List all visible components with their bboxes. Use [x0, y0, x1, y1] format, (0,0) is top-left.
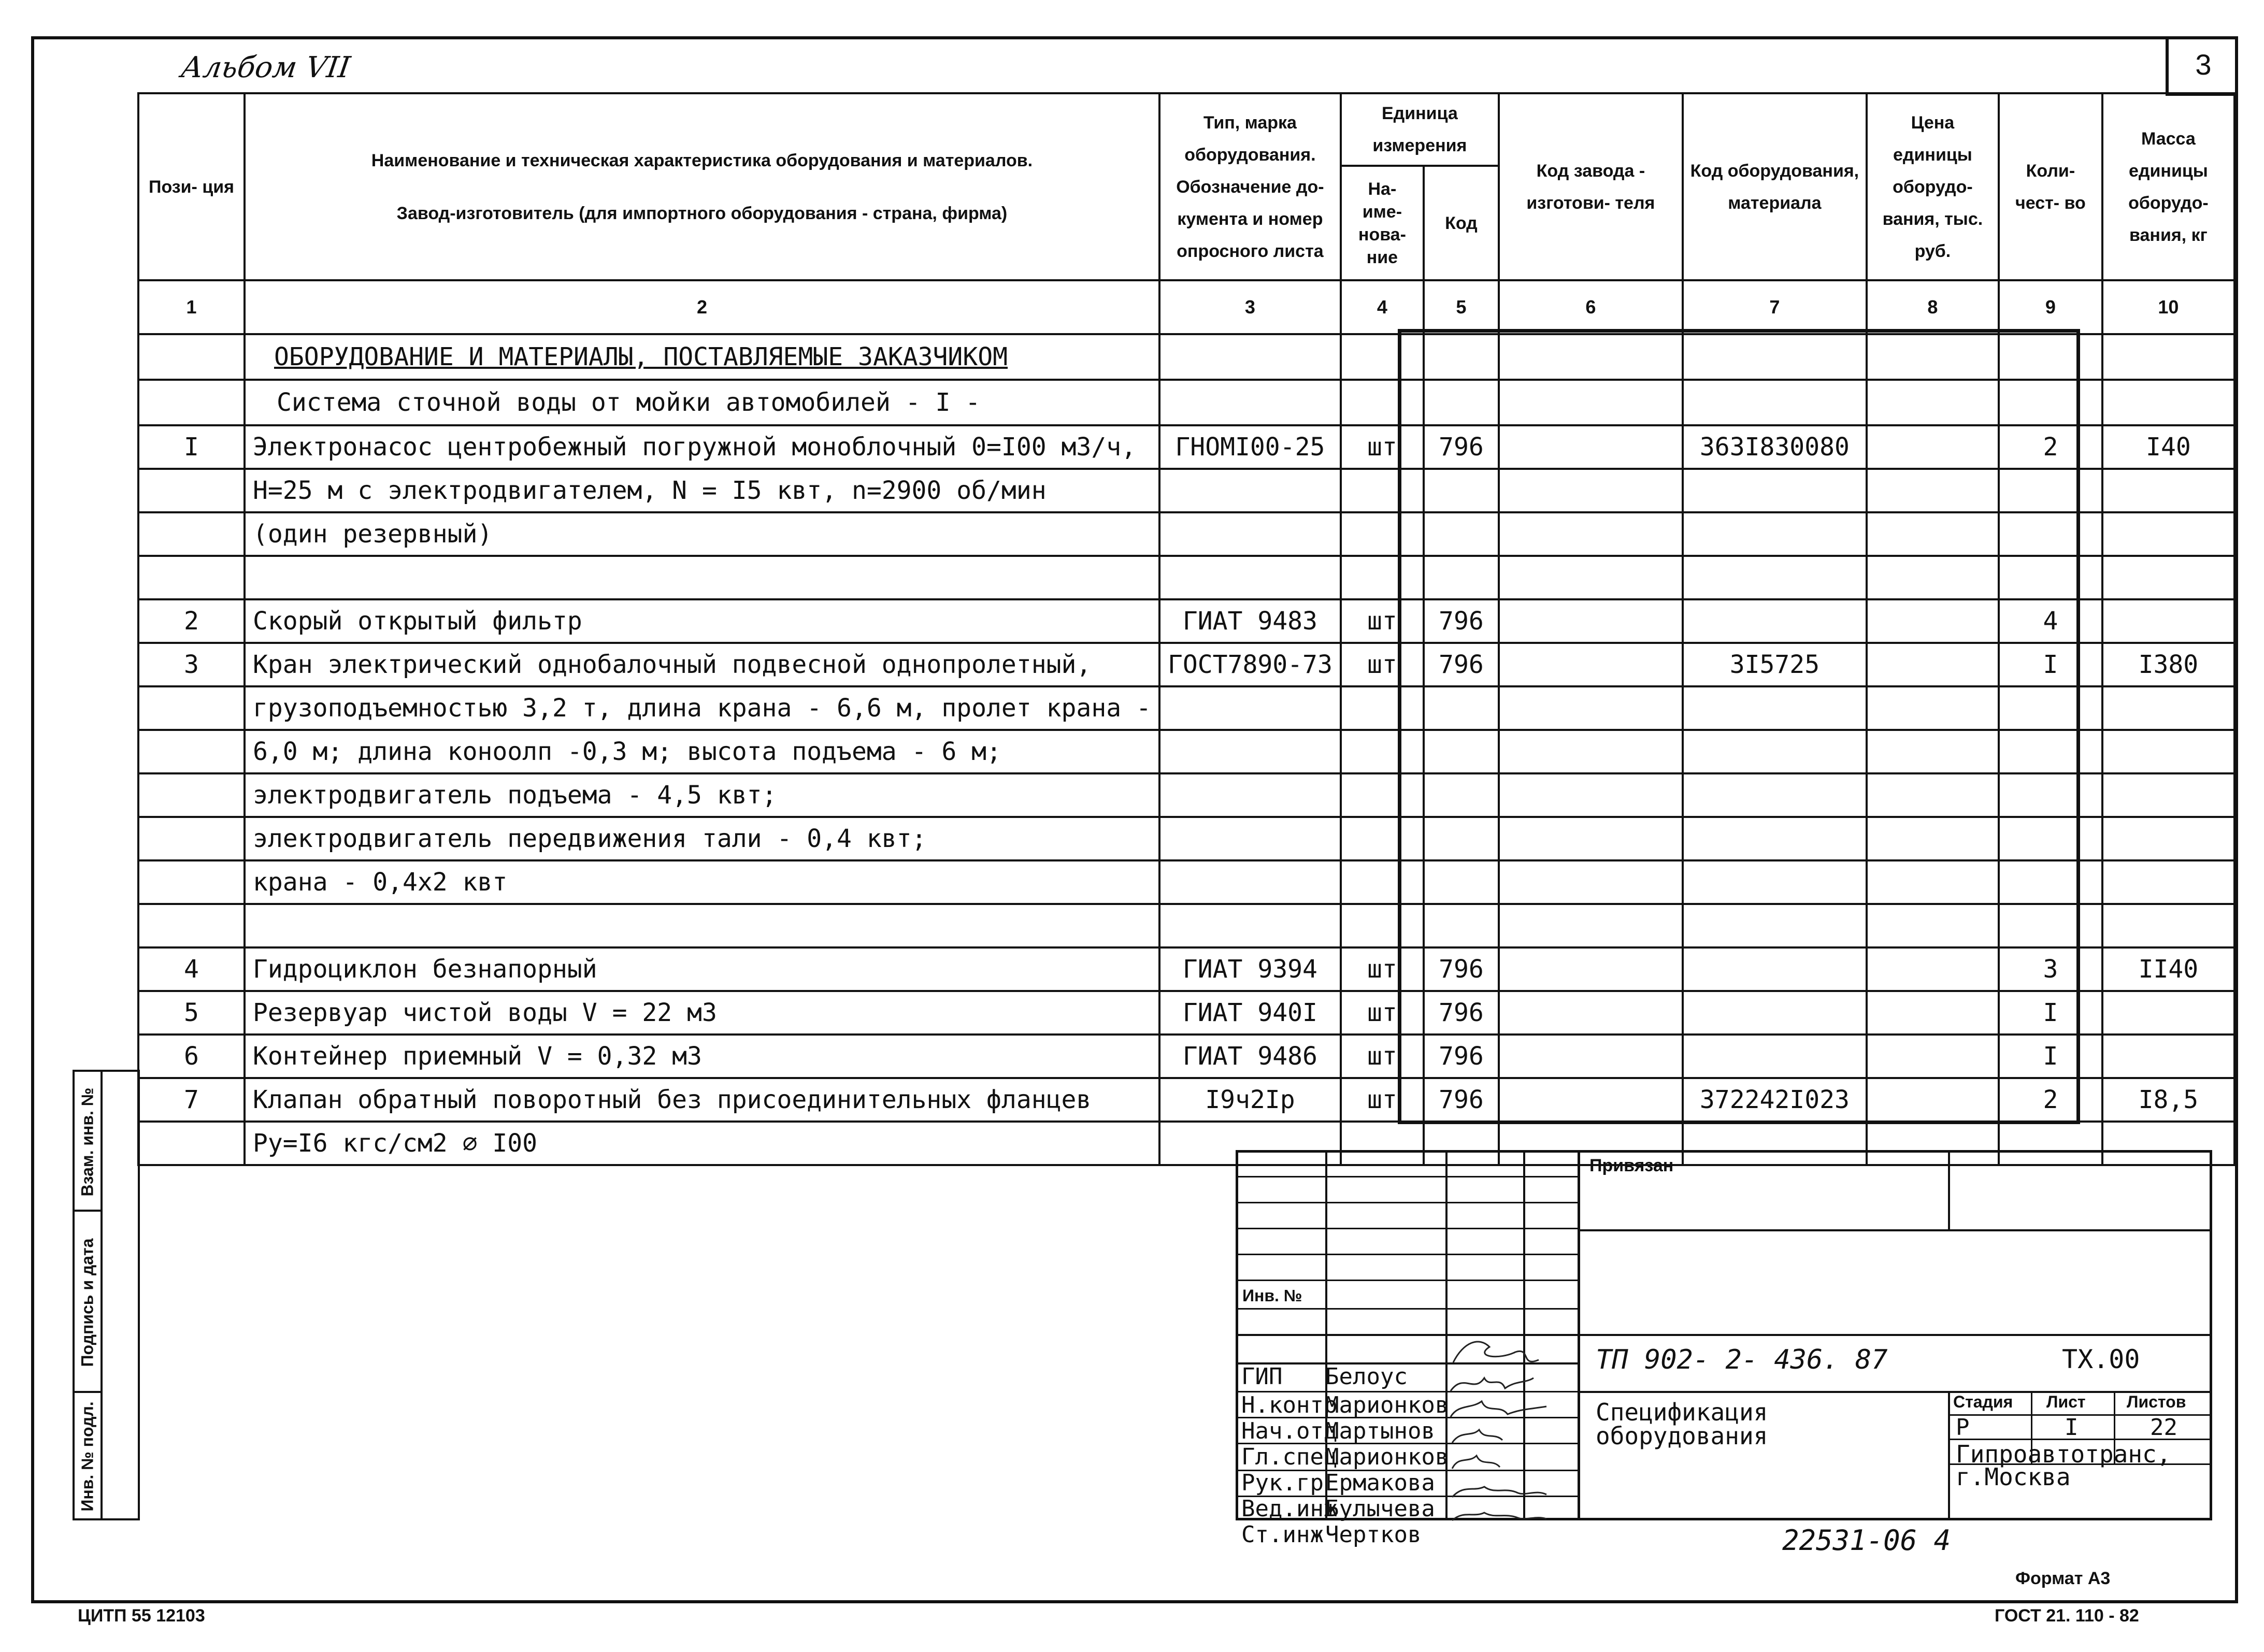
col-num: 4	[1341, 280, 1424, 334]
inv-no-label: Инв. №	[1242, 1286, 1302, 1305]
cell-plant	[1499, 860, 1683, 904]
cell-plant	[1499, 643, 1683, 686]
cell-pos	[138, 512, 245, 556]
cell-code: 796	[1424, 1078, 1499, 1122]
cell-price	[1867, 686, 1999, 730]
spec-table	[137, 92, 2236, 1166]
signer-role: ГИП	[1241, 1363, 1283, 1390]
signature	[1451, 1378, 1534, 1391]
col-num: 7	[1683, 280, 1867, 334]
cell-mass	[2102, 686, 2234, 730]
header-pos: Пози- ция	[138, 93, 245, 280]
cell-name: электродвигатель подъема - 4,5 квт;	[245, 773, 1159, 817]
cell-pos	[138, 730, 245, 773]
side-label-sign-date: Подпись и дата	[78, 1238, 97, 1367]
cell-name: Н=25 м с электродвигателем, N = I5 квт, n=2900 об/мин	[245, 469, 1159, 512]
cell-code: 796	[1424, 947, 1499, 991]
footer-right: ГОСТ 21. 110 - 82	[1995, 1606, 2139, 1626]
cell-unit: шт	[1341, 1035, 1424, 1078]
cell-mass	[2102, 904, 2234, 947]
col-num: 5	[1424, 280, 1499, 334]
cell-unit	[1341, 730, 1424, 773]
handwritten-number: 22531-06 4	[1782, 1524, 1951, 1557]
cell-type: I9ч2Iр	[1159, 1078, 1341, 1122]
signature	[1452, 1430, 1502, 1443]
signer-name: Булычева	[1325, 1496, 1435, 1522]
cell-price	[1867, 904, 1999, 947]
cell-mass	[2102, 1035, 2234, 1078]
header-row-1	[138, 93, 2234, 166]
cell-pos	[138, 773, 245, 817]
cell-pos	[138, 469, 245, 512]
cell-equip	[1683, 730, 1867, 773]
subsection-title-row	[138, 380, 2234, 425]
subsection-title: Система сточной воды от мойки автомобилей - I -	[245, 380, 1159, 425]
table-row	[138, 947, 2234, 991]
cell-mass: I40	[2102, 425, 2234, 469]
cell-plant	[1499, 469, 1683, 512]
cell-type: ГНОМI00-25	[1159, 425, 1341, 469]
cell-plant	[1499, 947, 1683, 991]
album-label: Альбом VII	[179, 51, 352, 84]
cell-type: ГИАТ 9483	[1159, 599, 1341, 643]
cell-pos: 7	[138, 1078, 245, 1122]
cell-qty	[1999, 817, 2102, 860]
header-price: Цена единицы оборудо- вания, тыс. руб.	[1867, 93, 1999, 280]
format-label: Формат А3	[2015, 1569, 2111, 1588]
cell-type	[1159, 686, 1341, 730]
header-name-line1: Наименование и техническая характеристика оборудования и материалов.	[371, 150, 1033, 170]
cell-equip	[1683, 991, 1867, 1035]
signer-name: Ермакова	[1325, 1470, 1435, 1496]
table-row	[138, 1078, 2234, 1122]
cell-name	[245, 904, 1159, 947]
side-label-replace-inv: Взам. инв. №	[78, 1087, 97, 1196]
signature	[1453, 1342, 1539, 1362]
header-type: Тип, марка оборудования. Обозначение до- кумента и номер опросного листа	[1159, 93, 1341, 280]
sheets-value: 22	[2150, 1414, 2177, 1441]
cell-equip	[1683, 860, 1867, 904]
cell-mass	[2102, 469, 2234, 512]
signer-name: Мартынов	[1325, 1418, 1435, 1444]
cell-unit	[1341, 860, 1424, 904]
stage-value: Р	[1956, 1414, 1970, 1441]
cell-qty: 4	[1999, 599, 2102, 643]
table-row	[138, 686, 2234, 730]
cell-type	[1159, 773, 1341, 817]
cell-unit	[1341, 556, 1424, 599]
signatures	[1443, 1331, 1598, 1523]
col-num: 9	[1999, 280, 2102, 334]
cell-qty	[1999, 686, 2102, 730]
cell-type: ГИАТ 9486	[1159, 1035, 1341, 1078]
sheet-number: 3	[2166, 36, 2238, 96]
signer-role: Н.контр	[1241, 1392, 1338, 1418]
cell-unit	[1341, 817, 1424, 860]
header-equip-code: Код оборудования, материала	[1683, 93, 1867, 280]
cell-price	[1867, 730, 1999, 773]
cell-qty: 2	[1999, 425, 2102, 469]
bound-label: Привязан	[1589, 1156, 1674, 1175]
cell-mass	[2102, 991, 2234, 1035]
cell-code: 796	[1424, 991, 1499, 1035]
col-num: 1	[138, 280, 245, 334]
cell-qty	[1999, 469, 2102, 512]
footer-left: ЦИТП 55 12103	[78, 1606, 205, 1626]
cell-name: электродвигатель передвижения тали - 0,4 квт;	[245, 817, 1159, 860]
cell-equip: 372242I023	[1683, 1078, 1867, 1122]
cell-type: ГИАТ 9394	[1159, 947, 1341, 991]
cell-code: 796	[1424, 425, 1499, 469]
cell-mass: I380	[2102, 643, 2234, 686]
cell-price	[1867, 1078, 1999, 1122]
signer-name: Марионков	[1325, 1392, 1449, 1418]
cell-type: ГОСТ7890-73	[1159, 643, 1341, 686]
table-row	[138, 773, 2234, 817]
cell-type	[1159, 860, 1341, 904]
cell-price	[1867, 947, 1999, 991]
signature	[1452, 1513, 1546, 1520]
cell-unit	[1341, 469, 1424, 512]
header-name-line2: Завод-изготовитель (для импортного оборудования - страна, фирма)	[396, 203, 1008, 223]
column-numbers-row	[138, 280, 2234, 334]
cell-mass	[2102, 817, 2234, 860]
cell-type	[1159, 469, 1341, 512]
col-num: 10	[2102, 280, 2234, 334]
cell-code: 796	[1424, 599, 1499, 643]
cell-price	[1867, 469, 1999, 512]
sheet-label: Лист	[2046, 1392, 2086, 1411]
cell-mass	[2102, 860, 2234, 904]
cell-price	[1867, 599, 1999, 643]
cell-pos: 2	[138, 599, 245, 643]
header-unit-name: На- име- нова- ние	[1341, 166, 1424, 280]
cell-unit	[1341, 686, 1424, 730]
cell-pos: I	[138, 425, 245, 469]
cell-name: Кран электрический однобалочный подвесной однопролетный,	[245, 643, 1159, 686]
cell-plant	[1499, 817, 1683, 860]
cell-plant	[1499, 425, 1683, 469]
cell-price	[1867, 425, 1999, 469]
cell-price	[1867, 1035, 1999, 1078]
signature	[1452, 1487, 1546, 1497]
cell-qty	[1999, 512, 2102, 556]
signature	[1451, 1401, 1546, 1417]
cell-equip	[1683, 599, 1867, 643]
cell-pos	[138, 904, 245, 947]
signer-role: Рук.гр	[1241, 1470, 1324, 1496]
cell-unit: шт	[1341, 947, 1424, 991]
cell-unit: шт	[1341, 991, 1424, 1035]
cell-plant	[1499, 991, 1683, 1035]
cell-name: грузоподъемностью 3,2 т, длина крана - 6,6 м, пролет крана -	[245, 686, 1159, 730]
cell-equip	[1683, 947, 1867, 991]
cell-name: 6,0 м; длина коноолп -0,3 м; высота подъема - 6 м;	[245, 730, 1159, 773]
header-qty: Коли- чест- во	[1999, 93, 2102, 280]
table-row	[138, 599, 2234, 643]
signature	[1452, 1456, 1500, 1469]
cell-plant	[1499, 1078, 1683, 1122]
cell-pos: 4	[138, 947, 245, 991]
cell-price	[1867, 817, 1999, 860]
cell-unit: шт	[1341, 643, 1424, 686]
attestation-strip	[73, 1070, 140, 1520]
table-row	[138, 730, 2234, 773]
cell-code	[1424, 904, 1499, 947]
cell-unit: шт	[1341, 425, 1424, 469]
cell-pos	[138, 1122, 245, 1165]
cell-plant	[1499, 599, 1683, 643]
col-num: 3	[1159, 280, 1341, 334]
doc-mark: ТХ.00	[2062, 1344, 2140, 1374]
signer-name: Белоус	[1325, 1363, 1408, 1390]
cell-name: Клапан обратный поворотный без присоединительных фланцев	[245, 1078, 1159, 1122]
cell-mass	[2102, 773, 2234, 817]
cell-unit: шт	[1341, 1078, 1424, 1122]
col-num: 8	[1867, 280, 1999, 334]
cell-price	[1867, 556, 1999, 599]
signer-name: Марионков	[1325, 1444, 1449, 1470]
doc-title: Спецификация оборудования	[1596, 1398, 1768, 1450]
cell-code	[1424, 860, 1499, 904]
cell-price	[1867, 991, 1999, 1035]
cell-equip: 3I5725	[1683, 643, 1867, 686]
cell-qty	[1999, 730, 2102, 773]
cell-code: 796	[1424, 643, 1499, 686]
cell-pos	[138, 817, 245, 860]
table-row	[138, 991, 2234, 1035]
cell-type	[1159, 817, 1341, 860]
cell-pos: 3	[138, 643, 245, 686]
table-row	[138, 1035, 2234, 1078]
cell-type	[1159, 556, 1341, 599]
signer-role: Ст.инж	[1241, 1521, 1324, 1548]
cell-equip	[1683, 1035, 1867, 1078]
cell-equip	[1683, 773, 1867, 817]
cell-plant	[1499, 512, 1683, 556]
cell-equip	[1683, 512, 1867, 556]
table-row	[138, 904, 2234, 947]
signer-role: Вед.инж	[1241, 1496, 1338, 1522]
doc-code: ТП 902- 2- 436. 87	[1596, 1344, 1888, 1375]
cell-code	[1424, 686, 1499, 730]
cell-price	[1867, 860, 1999, 904]
cell-unit: шт	[1341, 599, 1424, 643]
cell-name: Контейнер приемный V = 0,32 м3	[245, 1035, 1159, 1078]
cell-mass: I8,5	[2102, 1078, 2234, 1122]
section-title-row	[138, 334, 2234, 380]
signer-role: Гл.спец	[1241, 1444, 1338, 1470]
cell-code	[1424, 773, 1499, 817]
cell-name: Ру=I6 кгс/см2 ⌀ I00	[245, 1122, 1159, 1165]
cell-qty	[1999, 904, 2102, 947]
cell-qty: 3	[1999, 947, 2102, 991]
section-title: ОБОРУДОВАНИЕ И МАТЕРИАЛЫ, ПОСТАВЛЯЕМЫЕ ЗАКАЗЧИКОМ	[274, 342, 1008, 371]
stage-label: Стадия	[1953, 1392, 2013, 1411]
header-plant-code: Код завода - изготови- теля	[1499, 93, 1683, 280]
cell-qty: I	[1999, 1035, 2102, 1078]
cell-plant	[1499, 730, 1683, 773]
cell-price	[1867, 773, 1999, 817]
header-name	[245, 93, 1159, 280]
cell-name: Резервуар чистой воды V = 22 м3	[245, 991, 1159, 1035]
cell-qty: I	[1999, 991, 2102, 1035]
cell-name: Гидроциклон безнапорный	[245, 947, 1159, 991]
signer-role: Нач.отд	[1241, 1418, 1338, 1444]
cell-qty	[1999, 773, 2102, 817]
cell-type	[1159, 730, 1341, 773]
cell-type	[1159, 512, 1341, 556]
cell-plant	[1499, 904, 1683, 947]
cell-unit	[1341, 773, 1424, 817]
cell-equip	[1683, 686, 1867, 730]
table-row	[138, 643, 2234, 686]
cell-code	[1424, 817, 1499, 860]
cell-equip	[1683, 904, 1867, 947]
cell-name	[245, 556, 1159, 599]
header-mass: Масса единицы оборудо- вания, кг	[2102, 93, 2234, 280]
cell-code	[1424, 556, 1499, 599]
cell-name: Скорый открытый фильтр	[245, 599, 1159, 643]
sheets-label: Листов	[2127, 1392, 2186, 1411]
table-row	[138, 556, 2234, 599]
sheet-value: I	[2065, 1414, 2079, 1441]
table-row	[138, 860, 2234, 904]
table-row	[138, 469, 2234, 512]
cell-mass	[2102, 730, 2234, 773]
cell-code	[1424, 469, 1499, 512]
cell-code	[1424, 730, 1499, 773]
cell-code: 796	[1424, 1035, 1499, 1078]
cell-equip	[1683, 469, 1867, 512]
cell-qty: 2	[1999, 1078, 2102, 1122]
cell-plant	[1499, 1035, 1683, 1078]
organization: Гипроавтотранс, г.Москва	[1956, 1440, 2171, 1491]
cell-type	[1159, 904, 1341, 947]
table-row	[138, 817, 2234, 860]
cell-code	[1424, 512, 1499, 556]
cell-qty	[1999, 556, 2102, 599]
col-num: 6	[1499, 280, 1683, 334]
cell-plant	[1499, 773, 1683, 817]
cell-pos	[138, 556, 245, 599]
cell-pos: 5	[138, 991, 245, 1035]
cell-qty: I	[1999, 643, 2102, 686]
header-unit: Единица измерения	[1341, 93, 1499, 166]
cell-equip: 363I830080	[1683, 425, 1867, 469]
cell-mass	[2102, 599, 2234, 643]
cell-name: крана - 0,4х2 квт	[245, 860, 1159, 904]
cell-unit	[1341, 512, 1424, 556]
side-label-inv-original: Инв. № подл.	[78, 1401, 97, 1512]
cell-plant	[1499, 556, 1683, 599]
cell-pos: 6	[138, 1035, 245, 1078]
cell-price	[1867, 643, 1999, 686]
cell-price	[1867, 512, 1999, 556]
cell-unit	[1341, 904, 1424, 947]
header-unit-code: Код	[1424, 166, 1499, 280]
cell-mass	[2102, 512, 2234, 556]
col-num: 2	[245, 280, 1159, 334]
table-row	[138, 512, 2234, 556]
cell-name: Электронасос центробежный погружной моноблочный 0=I00 м3/ч,	[245, 425, 1159, 469]
cell-plant	[1499, 686, 1683, 730]
signer-name: Чертков	[1325, 1521, 1422, 1548]
cell-equip	[1683, 817, 1867, 860]
cell-qty	[1999, 860, 2102, 904]
cell-mass	[2102, 556, 2234, 599]
cell-pos	[138, 686, 245, 730]
cell-equip	[1683, 556, 1867, 599]
cell-name: (один резервный)	[245, 512, 1159, 556]
table-row	[138, 425, 2234, 469]
cell-type: ГИАТ 940I	[1159, 991, 1341, 1035]
cell-pos	[138, 860, 245, 904]
cell-mass: II40	[2102, 947, 2234, 991]
